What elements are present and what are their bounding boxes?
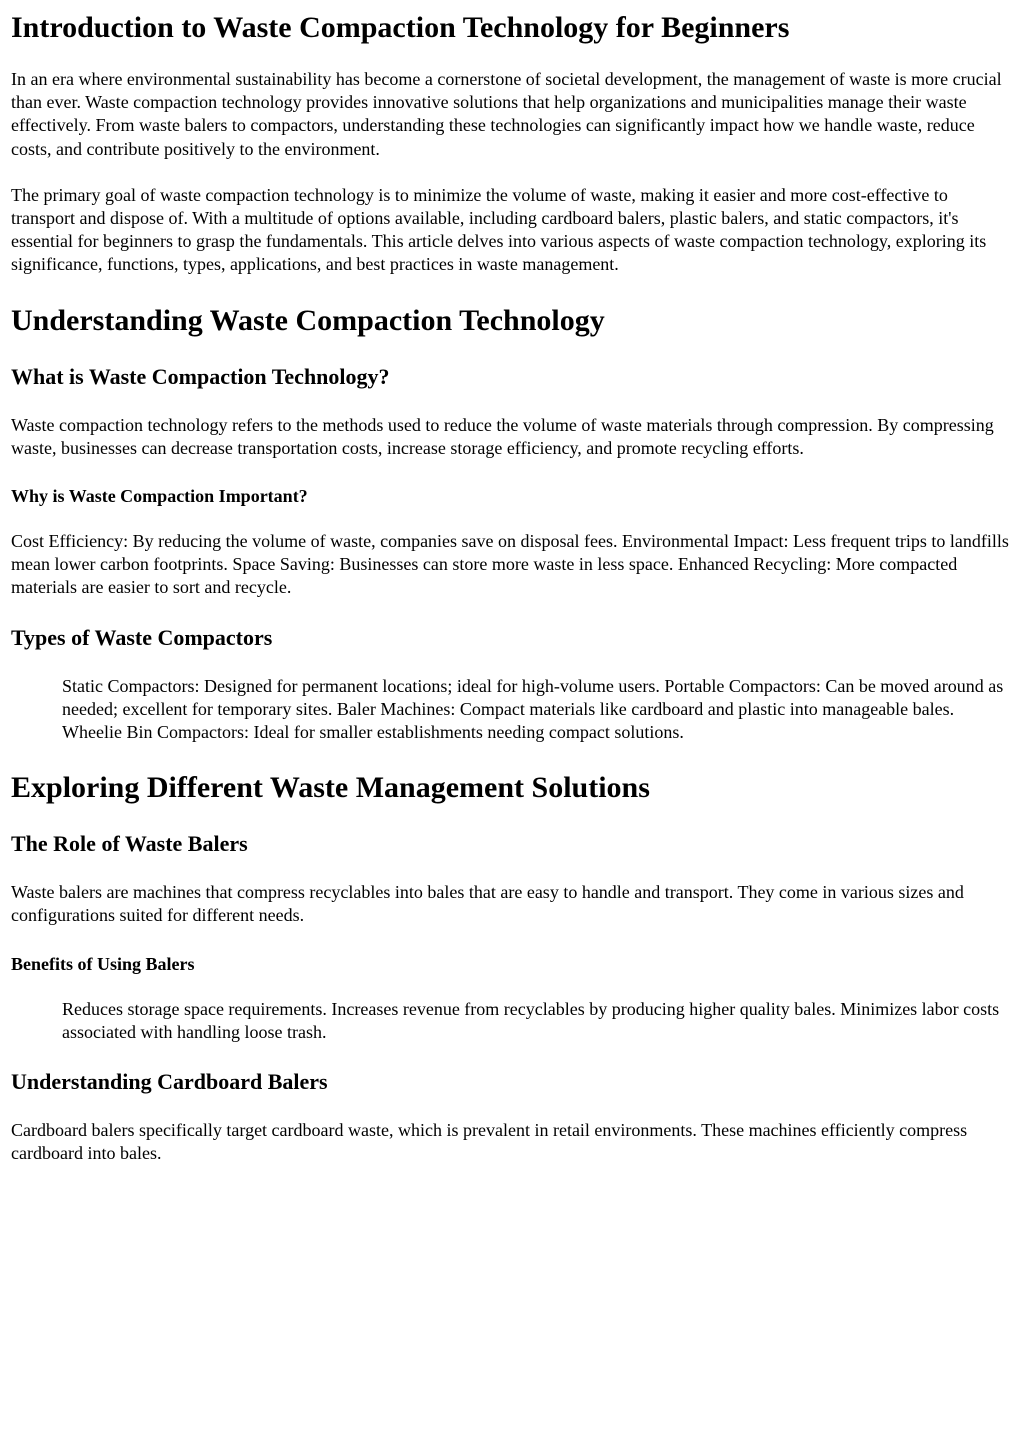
subheading-what-is: What is Waste Compaction Technology?: [11, 363, 390, 389]
subheading-why-important: Why is Waste Compaction Important?: [11, 486, 308, 507]
paragraph-why-important: Cost Efficiency: By reducing the volume of waste, companies save on disposal fees. Environmental Impact: Less frequent trips to landfills mean lower carbon footprints. Space Saving: Businesses can store more waste in less space. Enhanced Recycling: More compacted materials are easier to sort and recycle.: [11, 531, 1009, 598]
paragraph-waste-balers: Waste balers are machines that compress recyclables into bales that are easy to handle and transport. They come in various sizes and configurations suited for different needs.: [11, 882, 964, 926]
intro-paragraph-2: The primary goal of waste compaction technology is to minimize the volume of waste, making it easier and more cost-effective to transport and dispose of. With a multitude of options available, including cardboard balers, plastic balers, and static compactors, it's essential for beginners to grasp the fundamentals. This article delves into various aspects of waste compaction technology, exploring its significance, functions, types, applications, and best practices in waste management.: [11, 184, 987, 275]
subheading-types: Types of Waste Compactors: [11, 624, 273, 650]
article-title: Introduction to Waste Compaction Technology for Beginners: [11, 11, 790, 44]
intro-paragraph-1: In an era where environmental sustainability has become a cornerstone of societal development, the management of waste is more crucial than ever. Waste compaction technology provides innovative solutions that help organizations and municipalities manage their waste effectively. From waste balers to compactors, understanding these technologies can significantly impact how we handle waste, reduce costs, and contribute positively to the environment.: [11, 69, 1002, 159]
section-heading-understanding: Understanding Waste Compaction Technology: [11, 303, 605, 337]
subheading-benefits: Benefits of Using Balers: [11, 953, 195, 974]
section-heading-exploring: Exploring Different Waste Management Solutions: [11, 771, 650, 805]
paragraph-benefits: Reduces storage space requirements. Increases revenue from recyclables by producing higher quality bales. Minimizes labor costs associated with handling loose trash.: [62, 998, 1000, 1042]
paragraph-what-is: Waste compaction technology refers to the methods used to reduce the volume of waste materials through compression. By compressing waste, businesses can decrease transportation costs, increase storage efficiency, and promote recycling efforts.: [11, 414, 994, 458]
subheading-waste-balers: The Role of Waste Balers: [11, 831, 248, 857]
paragraph-types: Static Compactors: Designed for permanent locations; ideal for high-volume users. Portable Compactors: Can be moved around as needed; excellent for temporary sites. Baler Machines: Compact materials like cardboard and plastic into manageable bales. Wheelie Bin Compactors: Ideal for smaller establishments needing compact solutions.: [62, 675, 1004, 743]
article: [0, 10, 1024, 1165]
paragraph-cardboard-balers: Cardboard balers specifically target cardboard waste, which is prevalent in retail environments. These machines efficiently compress cardboard into bales.: [11, 1120, 968, 1164]
subheading-cardboard-balers: Understanding Cardboard Balers: [11, 1069, 328, 1095]
